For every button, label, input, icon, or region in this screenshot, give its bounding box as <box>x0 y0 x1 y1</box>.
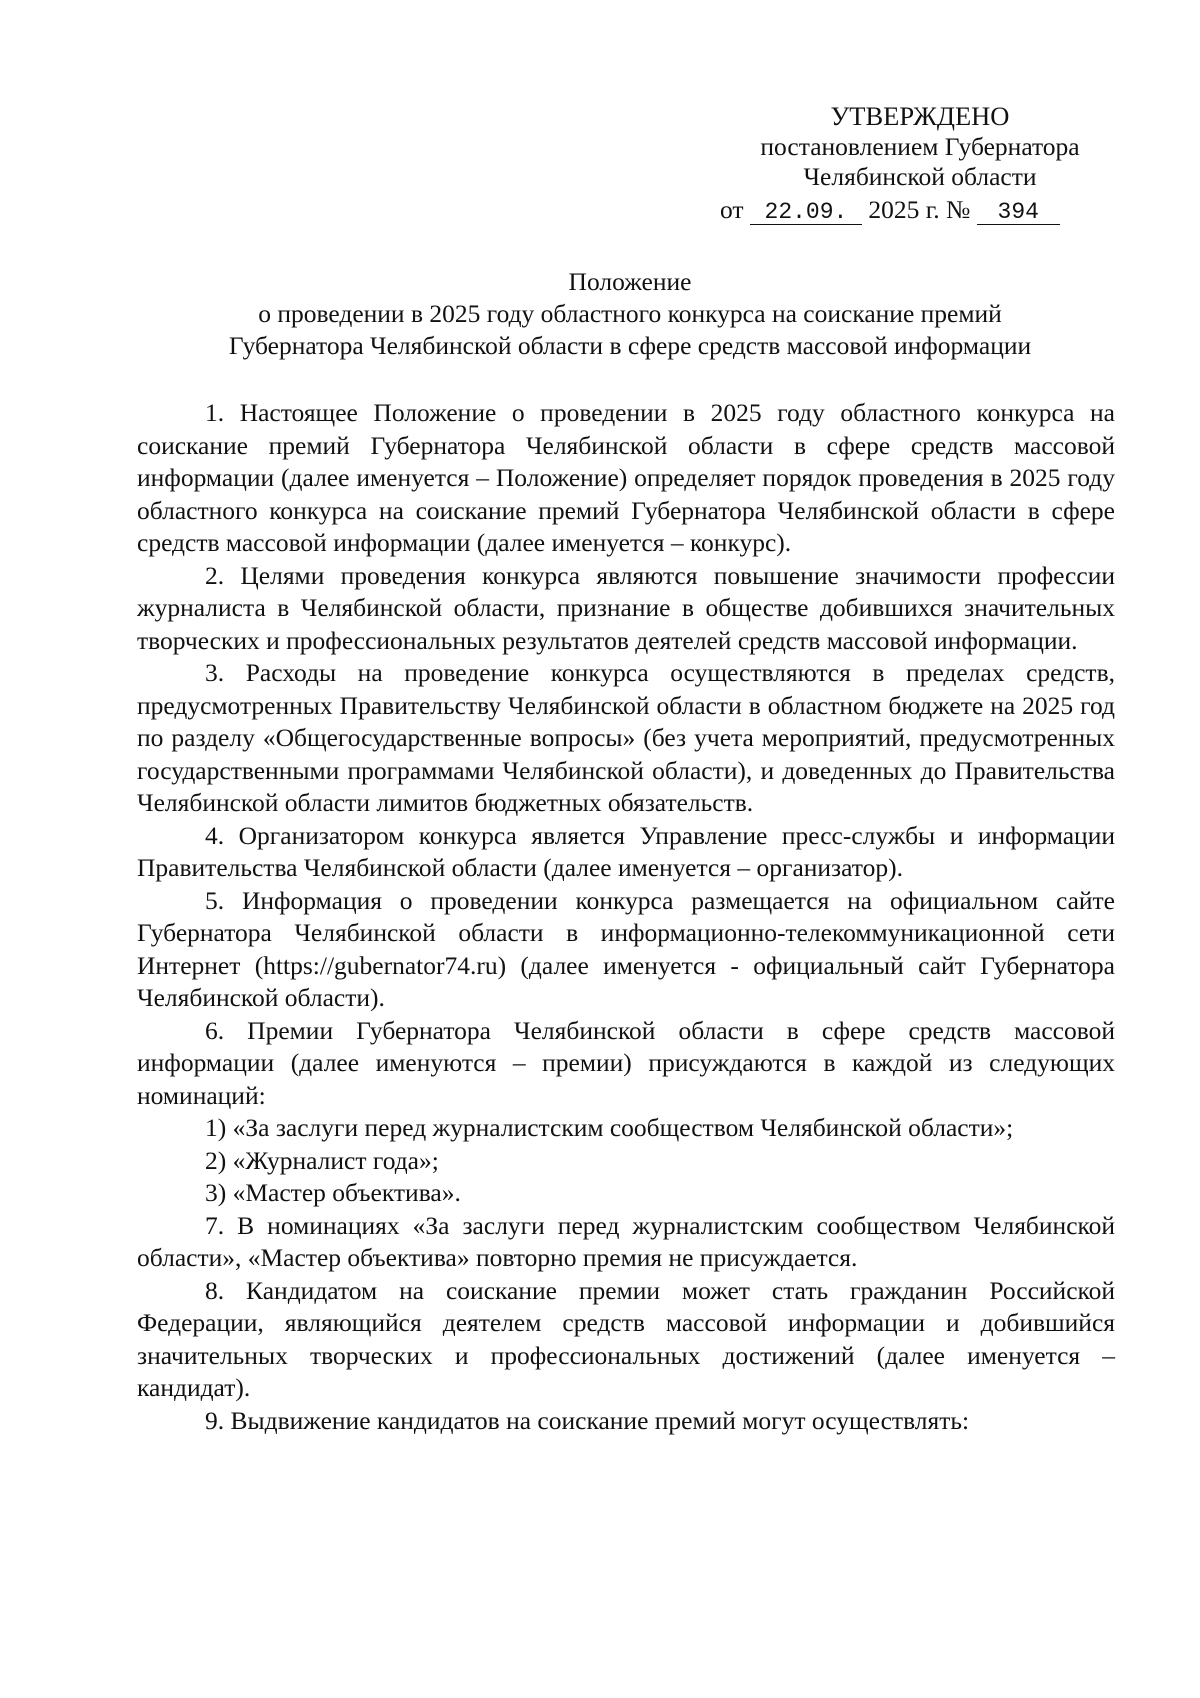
nomination-1: 1) «За заслуги перед журналистским сообществом Челябинской области»; <box>205 1113 1014 1142</box>
title-line-3: Губернатора Челябинской области в сфере средств массовой информации <box>228 331 1032 360</box>
nomination-3: 3) «Мастер объектива». <box>205 1178 461 1207</box>
paragraph-2: 2. Целями проведения конкурса являются повышение значимости профессии журналиста в Челябинской области, признание в обществе добившихся значительных творческих и профессиональных результатов деятелей средств массовой информации. <box>137 560 1115 655</box>
nomination-2: 2) «Журналист года»; <box>205 1145 439 1175</box>
approval-heading: УТВЕРЖДЕНО <box>830 101 1010 131</box>
title-line-2: о проведении в 2025 году областного конкурса на соискание премий <box>258 299 1002 328</box>
paragraph-7: 7. В номинациях «За заслуги перед журналистским сообществом Челябинской области», «Мастер объектива» повторно премия не присуждается. <box>137 1210 1115 1272</box>
title-line-1: Положение <box>568 267 692 296</box>
approval-line-1: постановлением Губернатора <box>760 131 1080 161</box>
paragraph-1: 1. Настоящее Положение о проведении в 2025 году областного конкурса на соискание премий Губернатора Челябинской области в сфере средств массовой информации (далее именуется – Положение) определяет порядок проведения в 2025 году областного конкурса на соискание премий Губернатора Челябинской области в сфере средств массовой информации (далее именуется – конкурс). <box>137 398 1115 557</box>
approval-number: 394 <box>977 200 1060 225</box>
approval-prefix: от <box>720 194 744 224</box>
approval-year: 2025 г. № <box>868 194 971 224</box>
approval-stamp <box>720 101 1120 225</box>
approval-date: 22.09. <box>750 200 862 225</box>
paragraph-3: 3. Расходы на проведение конкурса осуществляются в пределах средств, предусмотренных Правительству Челябинской области в областном бюджете на 2025 год по разделу «Общегосударственные вопросы» (без учета мероприятий, предусмотренных государственными программами Челябинской области), и доведенных до Правительства Челябинской области лимитов бюджетных обязательств. <box>137 658 1115 817</box>
approval-date-number <box>720 195 1120 226</box>
approval-line-2: Челябинской области <box>803 162 1037 191</box>
paragraph-5: 5. Информация о проведении конкурса размещается на официальном сайте Губернатора Челябинской области в информационно-телекоммуникационной сети Интернет (https://gubernator74.ru) (далее именуется - официальный сайт Губернатора Челябинской области). <box>137 885 1115 1012</box>
paragraph-9: 9. Выдвижение кандидатов на соискание премий могут осуществлять: <box>205 1405 970 1435</box>
document-body <box>137 397 1115 1437</box>
paragraph-6: 6. Премии Губернатора Челябинской области в сфере средств массовой информации (далее именуются – премии) присуждаются в каждой из следующих номинаций: <box>137 1015 1115 1110</box>
paragraph-8: 8. Кандидатом на соискание премии может стать гражданин Российской Федерации, являющийся деятелем средств массовой информации и добившийся значительных творческих и профессиональных достижений (далее именуется – кандидат). <box>137 1275 1115 1402</box>
document-title <box>140 266 1120 362</box>
paragraph-4: 4. Организатором конкурса является Управление пресс-службы и информации Правительства Челябинской области (далее именуется – организатор). <box>137 820 1115 882</box>
